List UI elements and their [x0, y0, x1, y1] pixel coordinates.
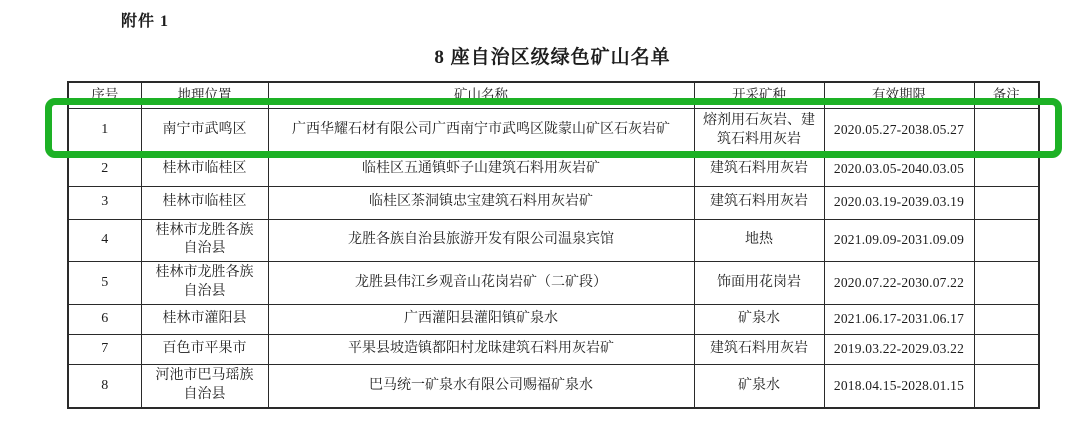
cell-mineral: 建筑石料用灰岩 [694, 153, 824, 186]
mines-table [67, 81, 1040, 409]
cell-validity: 2020.05.27-2038.05.27 [824, 108, 974, 153]
table-header-row [68, 82, 1039, 108]
cell-validity: 2021.09.09-2031.09.09 [824, 219, 974, 262]
cell-location: 南宁市武鸣区 [141, 108, 268, 153]
cell-mineral: 建筑石料用灰岩 [694, 335, 824, 365]
header-cell-no: 序号 [68, 82, 141, 108]
cell-mine: 广西灌阳县灌阳镇矿泉水 [268, 305, 694, 335]
cell-no: 1 [68, 108, 141, 153]
cell-location: 桂林市龙胜各族自治县 [141, 219, 268, 262]
table-row [68, 305, 1039, 335]
table-row [68, 335, 1039, 365]
cell-location: 桂林市龙胜各族自治县 [141, 262, 268, 305]
cell-mine: 广西华耀石材有限公司广西南宁市武鸣区陇蒙山矿区石灰岩矿 [268, 108, 694, 153]
cell-remark [974, 365, 1039, 408]
cell-validity: 2019.03.22-2029.03.22 [824, 335, 974, 365]
cell-location: 桂林市临桂区 [141, 153, 268, 186]
cell-mine: 巴马统一矿泉水有限公司赐福矿泉水 [268, 365, 694, 408]
cell-validity: 2020.07.22-2030.07.22 [824, 262, 974, 305]
cell-mineral: 饰面用花岗岩 [694, 262, 824, 305]
cell-mine: 龙胜各族自治县旅游开发有限公司温泉宾馆 [268, 219, 694, 262]
cell-no: 7 [68, 335, 141, 365]
cell-remark [974, 186, 1039, 219]
cell-mineral: 建筑石料用灰岩 [694, 186, 824, 219]
cell-mine: 临桂区五通镇虾子山建筑石料用灰岩矿 [268, 153, 694, 186]
header-cell-remark: 备注 [974, 82, 1039, 108]
table-row [68, 262, 1039, 305]
cell-no: 8 [68, 365, 141, 408]
cell-remark [974, 305, 1039, 335]
cell-mine: 临桂区茶洞镇忠宝建筑石料用灰岩矿 [268, 186, 694, 219]
cell-validity: 2020.03.05-2040.03.05 [824, 153, 974, 186]
cell-no: 2 [68, 153, 141, 186]
cell-mineral: 矿泉水 [694, 365, 824, 408]
header-cell-validity: 有效期限 [824, 82, 974, 108]
cell-remark [974, 219, 1039, 262]
cell-mine: 龙胜县伟江乡观音山花岗岩矿（二矿段） [268, 262, 694, 305]
cell-mine: 平果县坡造镇都阳村龙昧建筑石料用灰岩矿 [268, 335, 694, 365]
table-row [68, 108, 1039, 153]
cell-location: 百色市平果市 [141, 335, 268, 365]
header-cell-mine: 矿山名称 [268, 82, 694, 108]
cell-validity: 2018.04.15-2028.01.15 [824, 365, 974, 408]
page-title: 8 座自治区级绿色矿山名单 [434, 47, 671, 68]
cell-remark [974, 335, 1039, 365]
cell-no: 5 [68, 262, 141, 305]
cell-remark [974, 108, 1039, 153]
table-row [68, 153, 1039, 186]
table-body [68, 108, 1039, 408]
cell-mineral: 熔剂用石灰岩、建筑石料用灰岩 [694, 108, 824, 153]
cell-mineral: 地热 [694, 219, 824, 262]
table-row [68, 186, 1039, 219]
cell-remark [974, 153, 1039, 186]
cell-location: 桂林市临桂区 [141, 186, 268, 219]
cell-no: 3 [68, 186, 141, 219]
cell-validity: 2021.06.17-2031.06.17 [824, 305, 974, 335]
cell-location: 桂林市灌阳县 [141, 305, 268, 335]
table-row [68, 365, 1039, 408]
cell-remark [974, 262, 1039, 305]
cell-no: 4 [68, 219, 141, 262]
cell-location: 河池市巴马瑶族自治县 [141, 365, 268, 408]
header-cell-location: 地理位置 [141, 82, 268, 108]
cell-mineral: 矿泉水 [694, 305, 824, 335]
cell-no: 6 [68, 305, 141, 335]
table-row [68, 219, 1039, 262]
attachment-label: 附件 1 [121, 13, 170, 30]
cell-validity: 2020.03.19-2039.03.19 [824, 186, 974, 219]
header-cell-mineral: 开采矿种 [694, 82, 824, 108]
